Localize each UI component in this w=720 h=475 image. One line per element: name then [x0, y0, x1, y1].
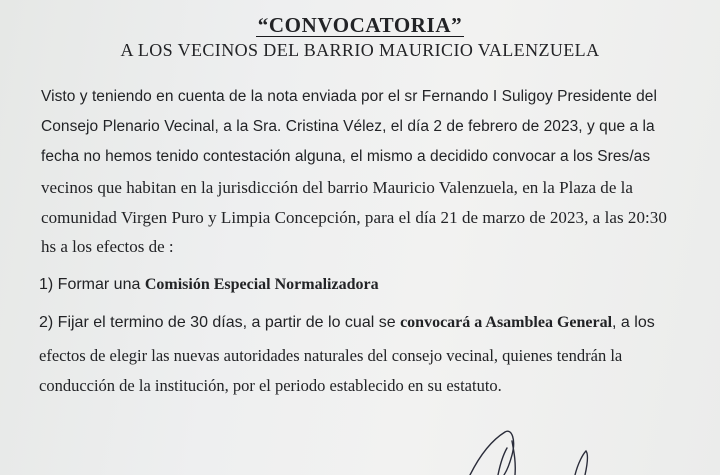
list-item-1-text: 1) Formar una — [39, 276, 145, 293]
paragraph-line-3: fecha no hemos tenido contestación alguna, el mismo a decidido convocar a los Sres/as — [41, 148, 651, 165]
list-item-2-line-3: conducción de la institución, por el periodo establecido en su estatuto. — [39, 376, 502, 395]
list-item-2-suffix: , a los — [612, 314, 655, 331]
document-subtitle: A LOS VECINOS DEL BARRIO MAURICIO VALENZUELA — [120, 40, 600, 60]
list-item-2 — [39, 314, 655, 332]
paragraph-line-4: vecinos que habitan en la jurisdicción del barrio Mauricio Valenzuela, en la Plaza de la — [41, 178, 633, 197]
list-item-1-bold: Comisión Especial Normalizadora — [144, 276, 379, 293]
paragraph-line-6: hs a los efectos de : — [41, 237, 174, 256]
list-item-1 — [39, 276, 379, 294]
paragraph-line-1: Visto y teniendo en cuenta de la nota enviada por el sr Fernando I Suligoy Presidente del — [41, 88, 657, 105]
list-item-2-text: 2) Fijar el termino de 30 días, a partir de lo cual se — [39, 314, 401, 331]
document-title: “CONVOCATORIA” — [257, 13, 463, 37]
list-item-2-bold: convocará a Asamblea General — [400, 314, 613, 331]
paragraph-line-5: comunidad Virgen Puro y Limpia Concepción, para el día 21 de marzo de 2023, a las 20:30 — [41, 208, 667, 227]
list-item-2-line-2: efectos de elegir las nuevas autoridades naturales del consejo vecinal, quienes tendrán la — [39, 346, 623, 365]
paragraph-line-2: Consejo Plenario Vecinal, a la Sra. Cristina Vélez, el día 2 de febrero de 2023, y que a la — [41, 118, 655, 135]
